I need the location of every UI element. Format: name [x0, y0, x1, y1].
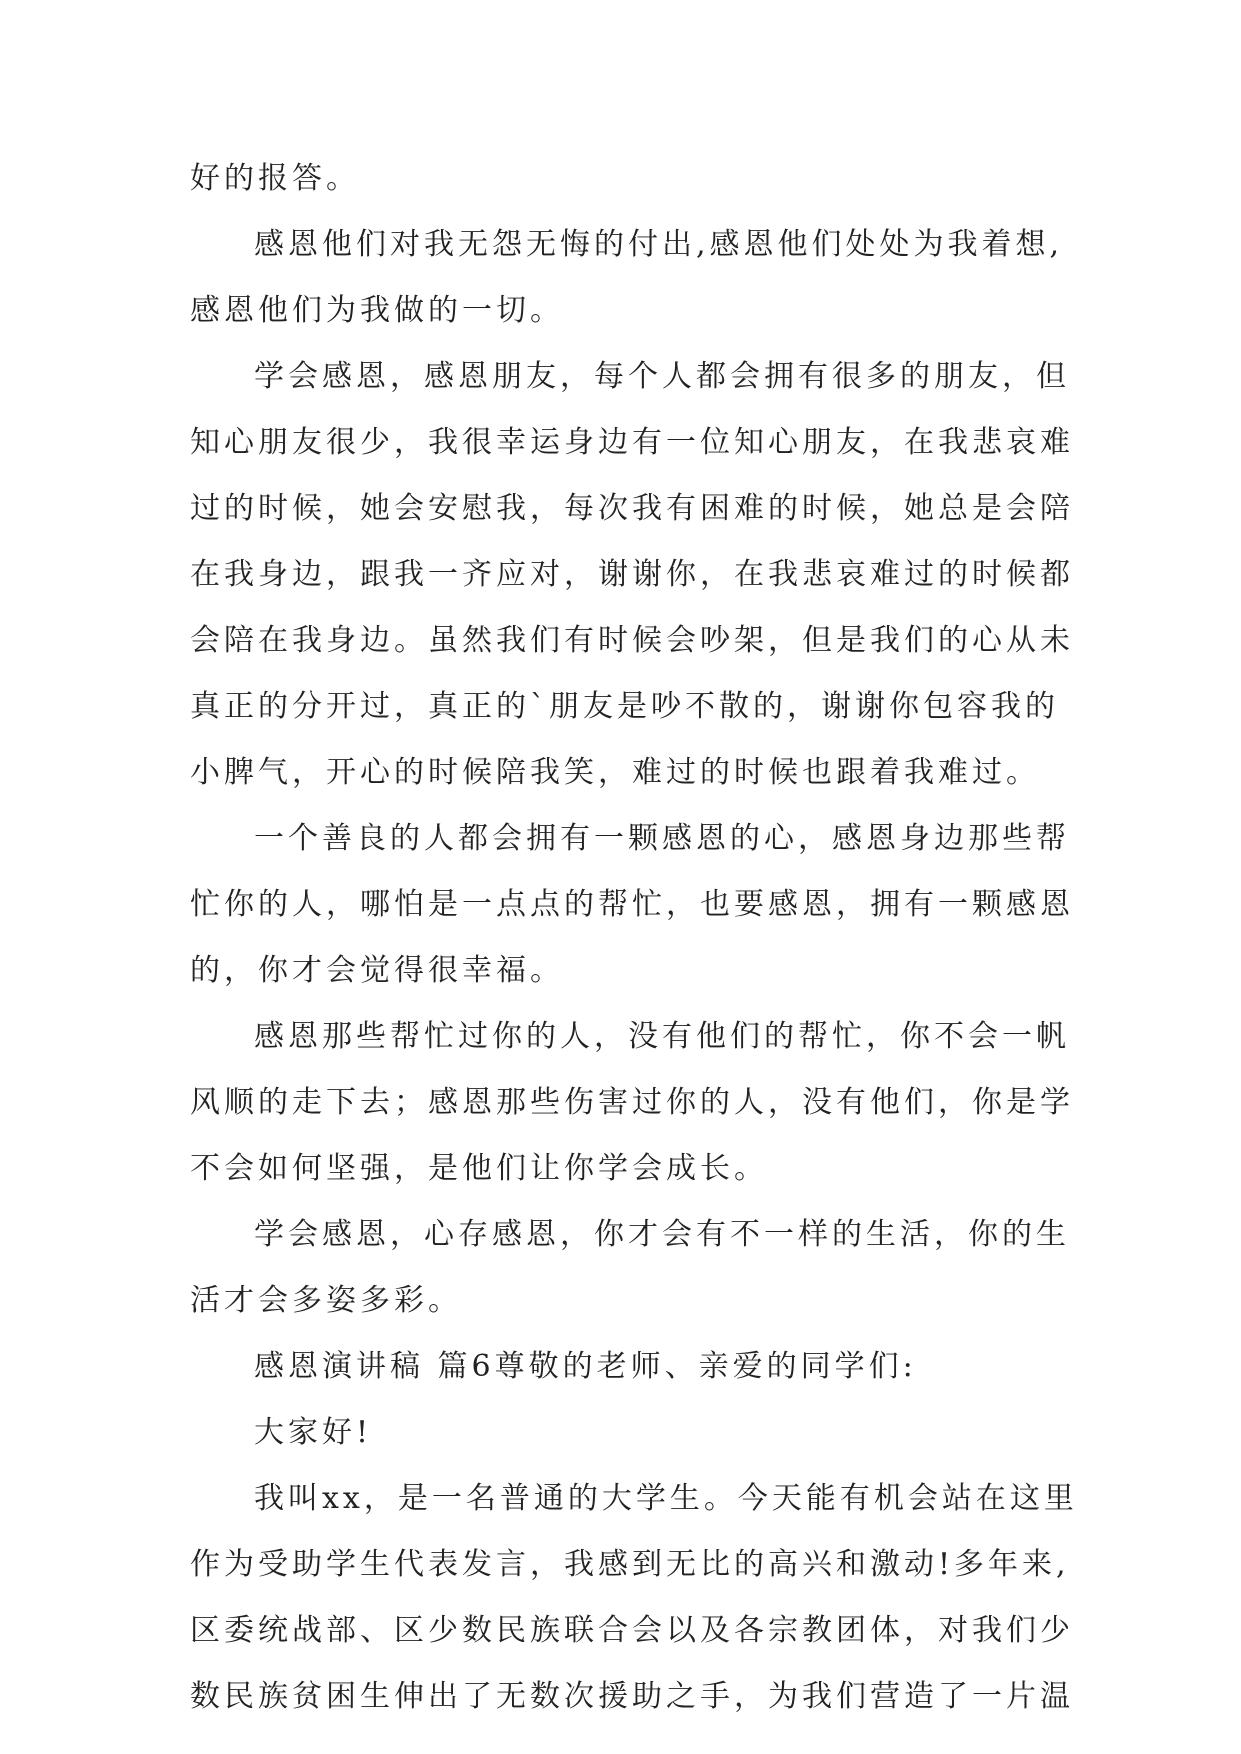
text-line: 过的时候，她会安慰我，每次我有困难的时候，她总是会陪 — [190, 491, 1074, 526]
document-body — [190, 146, 1090, 1730]
text-line: 感恩他们对我无怨无悔的付出,感恩他们处处为我着想, — [254, 227, 1064, 262]
text-line: 作为受助学生代表发言，我感到无比的高兴和激动!多年来, — [190, 1547, 1070, 1582]
text-line: 感恩那些帮忙过你的人，没有他们的帮忙，你不会一帆 — [254, 1019, 1070, 1054]
text-line: 数民族贫困生伸出了无数次援助之手，为我们营造了一片温 — [190, 1679, 1074, 1714]
text-line: 区委统战部、区少数民族联合会以及各宗教团体，对我们少 — [190, 1613, 1074, 1648]
text-line: 好的报答。 — [190, 161, 360, 196]
text-line: 知心朋友很少，我很幸运身边有一位知心朋友，在我悲哀难 — [190, 425, 1074, 460]
text-line: 风顺的走下去；感恩那些伤害过你的人，没有他们，你是学 — [190, 1085, 1074, 1120]
text-line: 小脾气，开心的时候陪我笑，难过的时候也跟着我难过。 — [190, 755, 1040, 790]
text-line: 真正的分开过，真正的`朋友是吵不散的，谢谢你包容我的 — [190, 689, 1059, 724]
text-line: 活才会多姿多彩。 — [190, 1283, 462, 1318]
text-line: 忙你的人，哪怕是一点点的帮忙，也要感恩，拥有一颗感恩 — [190, 887, 1074, 922]
text-line: 不会如何坚强，是他们让你学会成长。 — [190, 1151, 768, 1186]
text-line: 学会感恩，心存感恩，你才会有不一样的生活，你的生 — [254, 1217, 1070, 1252]
text-line: 在我身边，跟我一齐应对，谢谢你，在我悲哀难过的时候都 — [190, 557, 1074, 592]
text-line: 会陪在我身边。虽然我们有时候会吵架，但是我们的心从未 — [190, 623, 1074, 658]
text-line: 我叫xx，是一名普通的大学生。今天能有机会站在这里 — [254, 1481, 1078, 1516]
section-heading: 感恩演讲稿 篇6尊敬的老师、亲爱的同学们: — [254, 1349, 917, 1384]
text-line: 学会感恩，感恩朋友，每个人都会拥有很多的朋友，但 — [254, 359, 1070, 394]
text-line: 感恩他们为我做的一切。 — [190, 293, 564, 328]
text-line: 的，你才会觉得很幸福。 — [190, 953, 564, 988]
greeting-line: 大家好! — [254, 1415, 373, 1450]
text-line: 一个善良的人都会拥有一颗感恩的心，感恩身边那些帮 — [254, 821, 1070, 856]
